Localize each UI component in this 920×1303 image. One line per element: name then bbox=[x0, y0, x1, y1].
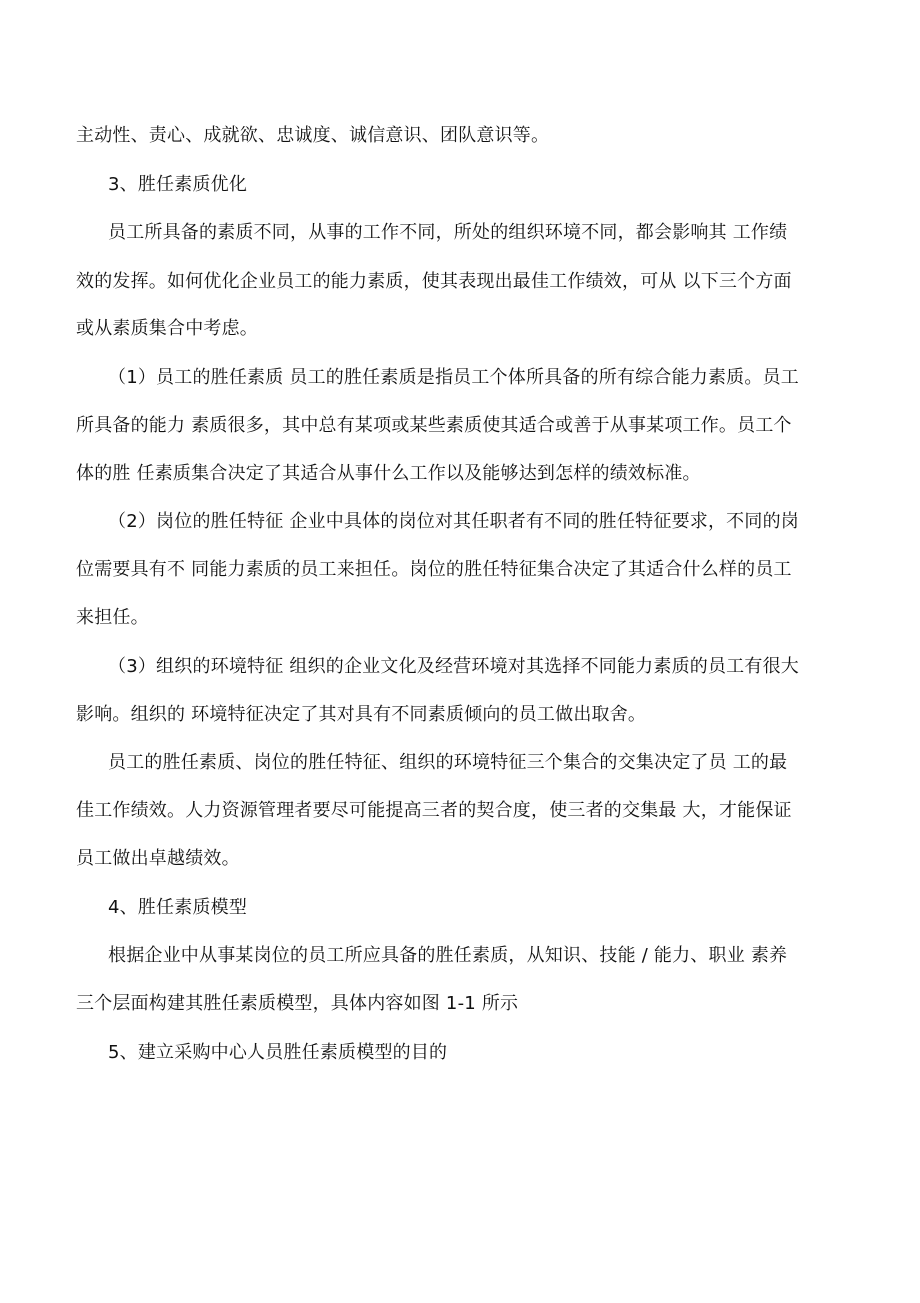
section-3-item2-line2: 位需要具有不 同能力素质的员工来担任。岗位的胜任特征集合决定了其适合什么样的员工 bbox=[76, 559, 792, 580]
section-3-item1-line3: 体的胜 任素质集合决定了其适合从事什么工作以及能够达到怎样的绩效标准。 bbox=[76, 463, 701, 484]
section-3-item3-line1: （3）组织的环境特征 组织的企业文化及经营环境对其选择不同能力素质的员工有很大 bbox=[108, 656, 799, 677]
section-4-heading: 4、胜任素质模型 bbox=[108, 897, 248, 918]
section-3-heading: 3、胜任素质优化 bbox=[108, 174, 248, 195]
section-5-heading: 5、建立采购中心人员胜任素质模型的目的 bbox=[108, 1042, 448, 1063]
section-3-item2-line3: 来担任。 bbox=[76, 607, 149, 628]
section-3-item2-line1: （2）岗位的胜任特征 企业中具体的岗位对其任职者有不同的胜任特征要求，不同的岗 bbox=[108, 511, 799, 532]
section-3-para2-line3: 员工做出卓越绩效。 bbox=[76, 848, 240, 869]
section-3-item1-line2: 所具备的能力 素质很多，其中总有某项或某些素质使其适合或善于从事某项工作。员工个 bbox=[76, 415, 792, 436]
section-3-item1-line1: （1）员工的胜任素质 员工的胜任素质是指员工个体所具备的所有综合能力素质。员工 bbox=[108, 367, 799, 388]
section-3-para1-line2: 效的发挥。如何优化企业员工的能力素质，使其表现出最佳工作绩效，可从 以下三个方面 bbox=[76, 271, 792, 292]
section-3-para2-line2: 佳工作绩效。人力资源管理者要尽可能提高三者的契合度，使三者的交集最 大，才能保证 bbox=[76, 800, 792, 821]
section-4-para-line1: 根据企业中从事某岗位的员工所应具备的胜任素质，从知识、技能 / 能力、职业 素养 bbox=[108, 945, 788, 966]
section-3-para1-line1: 员工所具备的素质不同，从事的工作不同，所处的组织环境不同，都会影响其 工作绩 bbox=[108, 222, 788, 243]
section-4-para-line2: 三个层面构建其胜任素质模型，具体内容如图 1-1 所示 bbox=[76, 993, 519, 1014]
section-3-para1-line3: 或从素质集合中考虑。 bbox=[76, 318, 258, 339]
section-3-item3-line2: 影响。组织的 环境特征决定了其对具有不同素质倾向的员工做出取舍。 bbox=[76, 704, 647, 725]
intro-line: 主动性、责心、成就欲、忠诚度、诚信意识、团队意识等。 bbox=[76, 125, 550, 146]
section-3-para2-line1: 员工的胜任素质、岗位的胜任特征、组织的环境特征三个集合的交集决定了员 工的最 bbox=[108, 752, 788, 773]
